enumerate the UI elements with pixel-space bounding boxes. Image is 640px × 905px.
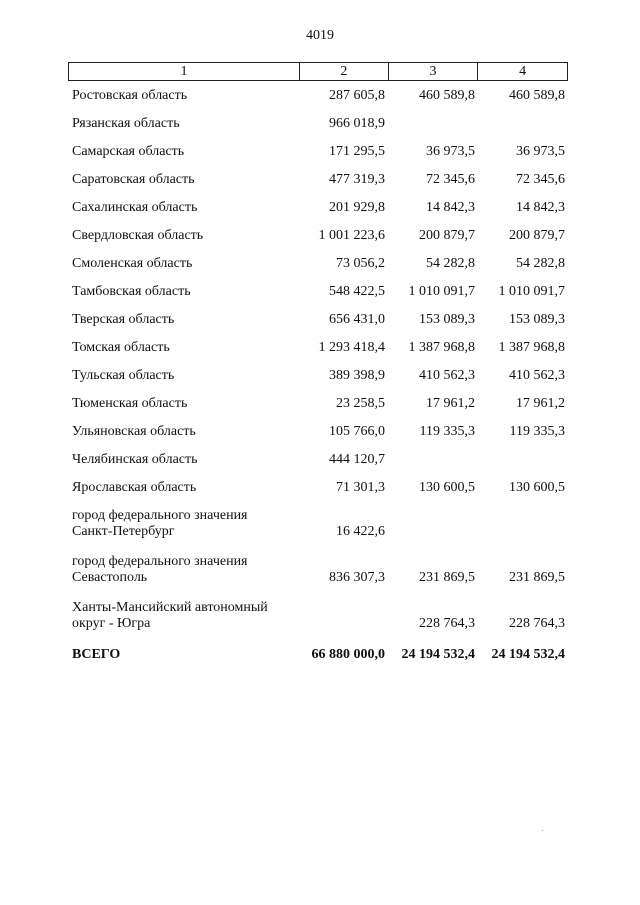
value-col-4: 36 973,5 [516,144,565,159]
value-col-4 [478,452,568,468]
value-col-4 [478,508,568,540]
value-col-2: 201 929,8 [329,200,385,215]
region-name: Самарская область [72,144,185,159]
table-row [68,424,568,440]
table-row [68,88,568,104]
region-name: Тульская область [72,368,175,383]
table-row [68,554,568,586]
region-name: Смоленская область [72,256,193,271]
value-col-2: 444 120,7 [329,452,385,467]
value-col-3: 1 010 091,7 [408,284,475,299]
value-col-2: 836 307,3 [329,570,385,585]
value-col-2: 477 319,3 [329,172,385,187]
region-name: Ростовская область [72,88,188,103]
value-col-3: 130 600,5 [419,480,475,495]
region-name: Саратовская область [72,172,195,187]
region-name: ВСЕГО [72,647,121,662]
value-col-3: 119 335,3 [419,424,475,439]
value-col-4 [478,116,568,132]
region-name: Ульяновская область [72,424,196,439]
region-name: город федерального значения Санкт-Петербург [72,508,248,539]
scan-speck [542,830,543,831]
value-col-2: 1 001 223,6 [318,228,385,243]
value-col-3 [388,116,478,132]
value-col-2: 389 398,9 [329,368,385,383]
value-col-2: 171 295,5 [329,144,385,159]
value-col-3: 231 869,5 [419,570,475,585]
value-col-4: 130 600,5 [509,480,565,495]
value-col-2: 966 018,9 [329,116,385,131]
value-col-2: 16 422,6 [336,524,385,539]
value-col-3: 460 589,8 [419,88,475,103]
value-col-4: 153 089,3 [509,312,565,327]
value-col-3: 24 194 532,4 [401,647,475,662]
table-row [68,396,568,412]
table-row [68,172,568,188]
value-col-3: 200 879,7 [419,228,475,243]
value-col-2: 66 880 000,0 [311,647,385,662]
value-col-4: 1 387 968,8 [498,340,565,355]
region-name: Томская область [72,340,170,355]
header-col-2: 2 [299,63,388,80]
region-name: Ярославская область [72,480,197,495]
value-col-4: 54 282,8 [516,256,565,271]
region-name: Челябинская область [72,452,198,467]
table-row [68,284,568,300]
value-col-4: 24 194 532,4 [491,647,565,662]
table-row [68,228,568,244]
value-col-2: 287 605,8 [329,88,385,103]
table-row [68,200,568,216]
value-col-4: 460 589,8 [509,88,565,103]
region-name: Тверская область [72,312,175,327]
value-col-4: 119 335,3 [509,424,565,439]
value-col-2: 1 293 418,4 [318,340,385,355]
value-col-2: 23 258,5 [336,396,385,411]
table-row [68,452,568,468]
value-col-3: 1 387 968,8 [408,340,475,355]
table-header [68,62,568,81]
region-name: Свердловская область [72,228,204,243]
value-col-3: 36 973,5 [426,144,475,159]
value-col-3: 410 562,3 [419,368,475,383]
table-row [68,116,568,132]
value-col-4: 1 010 091,7 [498,284,565,299]
table-row [68,340,568,356]
value-col-4: 410 562,3 [509,368,565,383]
value-col-3: 228 764,3 [419,616,475,631]
value-col-3: 17 961,2 [426,396,475,411]
table-row [68,368,568,384]
header-col-1: 1 [180,64,188,79]
value-col-2: 656 431,0 [329,312,385,327]
header-col-3: 3 [388,63,478,80]
region-name: Рязанская область [72,116,180,131]
value-col-3: 54 282,8 [426,256,475,271]
table-row [68,256,568,272]
value-col-2: 105 766,0 [329,424,385,439]
value-col-3 [388,452,478,468]
region-name: Ханты-Мансийский автономный округ - Югра [72,600,268,631]
region-name: Сахалинская область [72,200,198,215]
region-name: Тюменская область [72,396,188,411]
table-row [68,508,568,540]
value-col-4: 228 764,3 [509,616,565,631]
table-row [68,144,568,160]
page-number: 4019 [306,28,334,43]
table-row [68,312,568,328]
value-col-2 [299,600,388,632]
value-col-4: 200 879,7 [509,228,565,243]
total-row [68,647,568,663]
table-row [68,480,568,496]
header-col-4: 4 [477,63,567,80]
region-name: город федерального значения Севастополь [72,554,248,585]
value-col-4: 17 961,2 [516,396,565,411]
value-col-3: 72 345,6 [426,172,475,187]
region-name: Тамбовская область [72,284,191,299]
value-col-4: 231 869,5 [509,570,565,585]
value-col-2: 73 056,2 [336,256,385,271]
value-col-4: 72 345,6 [516,172,565,187]
value-col-3: 14 842,3 [426,200,475,215]
value-col-3 [388,508,478,540]
value-col-3: 153 089,3 [419,312,475,327]
value-col-2: 71 301,3 [336,480,385,495]
value-col-2: 548 422,5 [329,284,385,299]
value-col-4: 14 842,3 [516,200,565,215]
table-row [68,600,568,632]
